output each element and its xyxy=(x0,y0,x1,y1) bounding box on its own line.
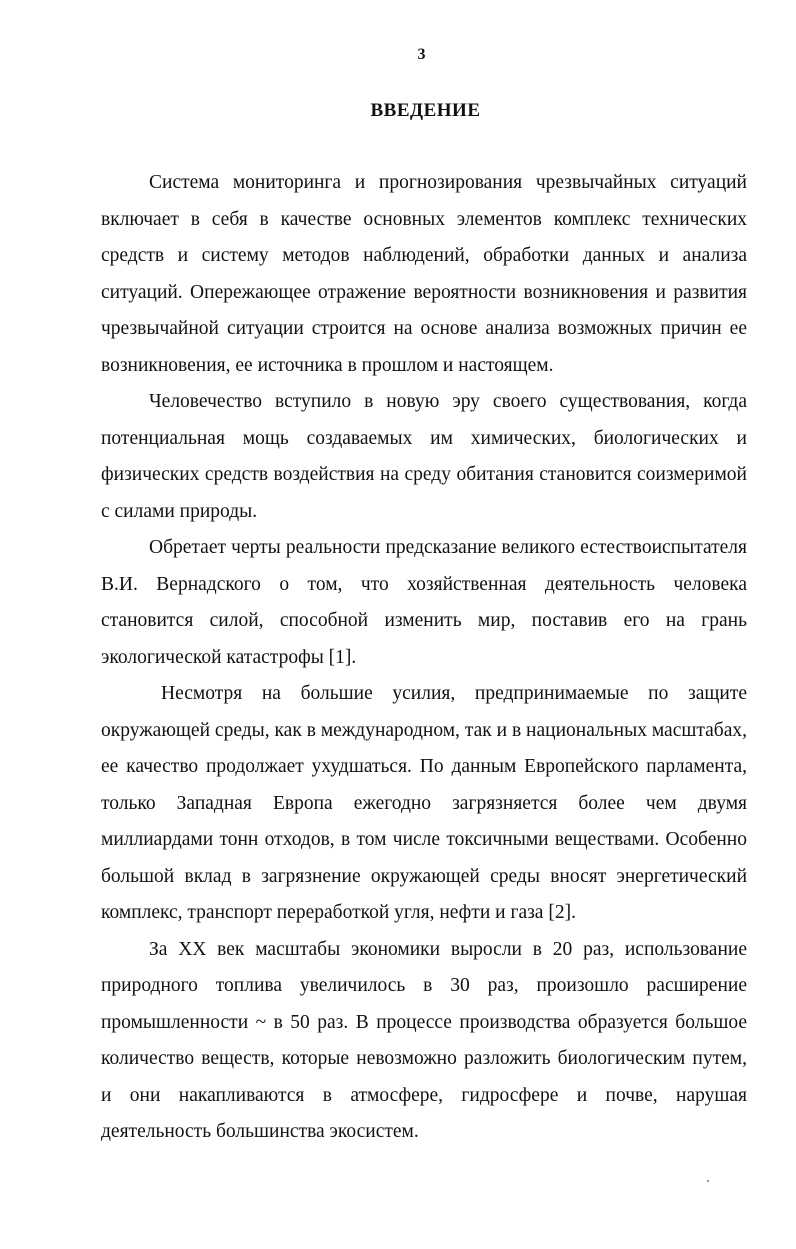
scan-speck xyxy=(707,1180,709,1182)
body-text xyxy=(101,165,747,1151)
page-number: 3 xyxy=(417,46,426,63)
paragraph: Человечество вступило в новую эру своего существования, когда потенциальная мощь создаваемых им химических, биологических и физических средств воздействия на среду обитания становится соизмеримой с силами природы. xyxy=(101,391,747,522)
paragraph: За XX век масштабы экономики выросли в 20 раз, использование природного топлива увеличилось в 30 раз, произошло расширение промышленности ~ в 50 раз. В процессе производства образуется большое количество веществ, которые невозможно разложить биологическим путем, и они накапливаются в атмосфере, гидросфере и почве, нарушая деятельность большинства экосистем. xyxy=(101,938,747,1142)
paragraph: Система мониторинга и прогнозирования чрезвычайных ситуаций включает в себя в качестве основных элементов комплекс технических средств и систему методов наблюдений, обработки данных и анализа ситуаций. Опережающее отражение вероятности возникновения и развития чрезвычайной ситуации строится на основе анализа возможных причин ее возникновения, ее источника в прошлом и настоящем. xyxy=(101,172,747,376)
section-title: ВВЕДЕНИЕ xyxy=(370,100,481,121)
paragraph: Обретает черты реальности предсказание великого естествоиспытателя В.И. Вернадского о том, что хозяйственная деятельность человека становится силой, способной изменить мир, поставив его на грань экологической катастрофы [1]. xyxy=(101,537,747,668)
paragraph: Несмотря на большие усилия, предпринимаемые по защите окружающей среды, как в международном, так и в национальных масштабах, ее качество продолжает ухудшаться. По данным Европейского парламента, только Западная Европа ежегодно загрязняется более чем двумя миллиардами тонн отходов, в том числе токсичными веществами. Особенно большой вклад в загрязнение окружающей среды вносят энергетический комплекс, транспорт переработкой угля, нефти и газа [2]. xyxy=(101,683,747,923)
